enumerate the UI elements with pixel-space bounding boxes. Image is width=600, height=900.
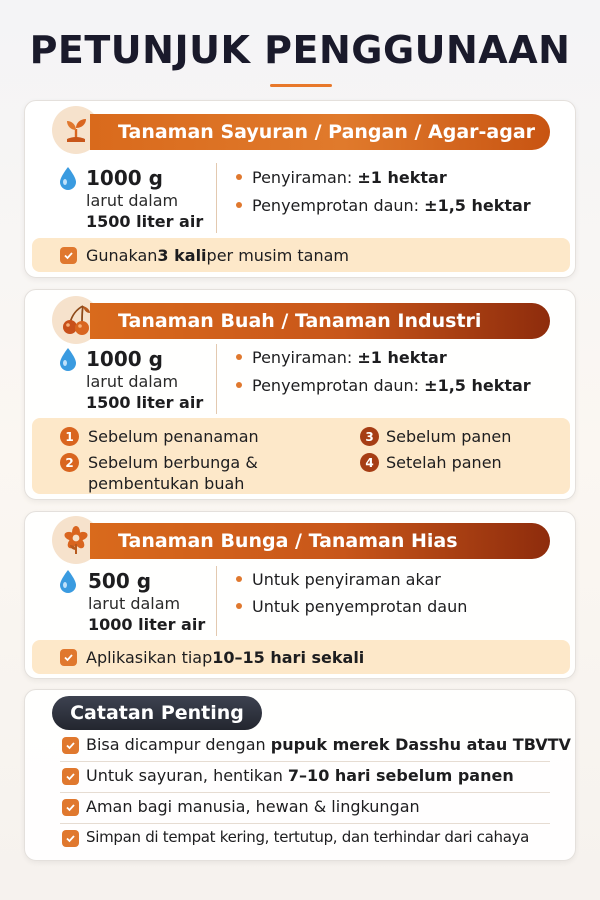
bullet-dot	[236, 354, 242, 360]
divider	[60, 761, 550, 762]
use-item: Penyemprotan daun: ±1,5 hektar	[236, 376, 531, 395]
dose-water-volume: 1500 liter air	[86, 393, 204, 412]
stage-item: Sebelum berbunga & pembentukan buah	[88, 453, 258, 493]
divider	[216, 344, 217, 414]
dose-dissolve-label: larut dalam	[88, 594, 181, 613]
important-note-item: Bisa dicampur dengan pupuk merek Dasshu atau TBVTV	[86, 735, 571, 754]
important-note-item: Simpan di tempat kering, tertutup, dan terhindar dari cahaya	[86, 828, 530, 846]
divider	[60, 792, 550, 793]
stage-item: Sebelum penanaman	[88, 427, 259, 446]
step-number: 3	[360, 427, 379, 446]
bullet-dot	[236, 576, 242, 582]
usage-note: Gunakan 3 kali per musim tanam	[32, 238, 570, 272]
checkbox-icon	[60, 649, 77, 666]
usage-note: Aplikasikan tiap 10–15 hari sekali	[32, 640, 570, 674]
checkbox-icon	[62, 799, 79, 816]
bullet-dot	[236, 174, 242, 180]
divider	[216, 163, 217, 233]
stage-item: Setelah panen	[386, 453, 502, 472]
divider	[60, 823, 550, 824]
important-note-item: Aman bagi manusia, hewan & lingkungan	[86, 797, 420, 816]
use-item: Penyiraman: ±1 hektar	[236, 348, 447, 367]
important-notes-label: Catatan Penting	[52, 696, 262, 730]
water-drop-icon	[58, 166, 78, 190]
checkbox-icon	[62, 830, 79, 847]
step-number: 2	[60, 453, 79, 472]
page-title: PETUNJUK PENGGUNAAN	[29, 28, 571, 72]
use-item: Untuk penyemprotan daun	[236, 597, 467, 616]
step-number: 1	[60, 427, 79, 446]
water-drop-icon	[58, 347, 78, 371]
important-note-item: Untuk sayuran, hentikan 7–10 hari sebelum panen	[86, 766, 514, 785]
dose-water-volume: 1000 liter air	[88, 615, 206, 634]
dose-water-volume: 1500 liter air	[86, 212, 204, 231]
checkbox-icon	[62, 737, 79, 754]
checkbox-icon	[60, 247, 77, 264]
step-number: 4	[360, 453, 379, 472]
section-heading-vegetables: Tanaman Sayuran / Pangan / Agar-agar	[90, 114, 550, 150]
use-item: Untuk penyiraman akar	[236, 570, 441, 589]
use-item: Penyemprotan daun: ±1,5 hektar	[236, 196, 531, 215]
dose-dissolve-label: larut dalam	[86, 372, 179, 391]
bullet-dot	[236, 202, 242, 208]
divider	[216, 566, 217, 636]
dose-amount: 500 g	[88, 569, 152, 593]
section-heading-fruit: Tanaman Buah / Tanaman Industri	[90, 303, 550, 339]
section-heading-flowers: Tanaman Bunga / Tanaman Hias	[90, 523, 550, 559]
bullet-dot	[236, 603, 242, 609]
checkbox-icon	[62, 768, 79, 785]
stage-item: Sebelum panen	[386, 427, 512, 446]
water-drop-icon	[58, 569, 78, 593]
dose-dissolve-label: larut dalam	[86, 191, 179, 210]
dose-amount: 1000 g	[86, 347, 163, 371]
title-underline	[270, 84, 332, 87]
bullet-dot	[236, 382, 242, 388]
dose-amount: 1000 g	[86, 166, 163, 190]
use-item: Penyiraman: ±1 hektar	[236, 168, 447, 187]
